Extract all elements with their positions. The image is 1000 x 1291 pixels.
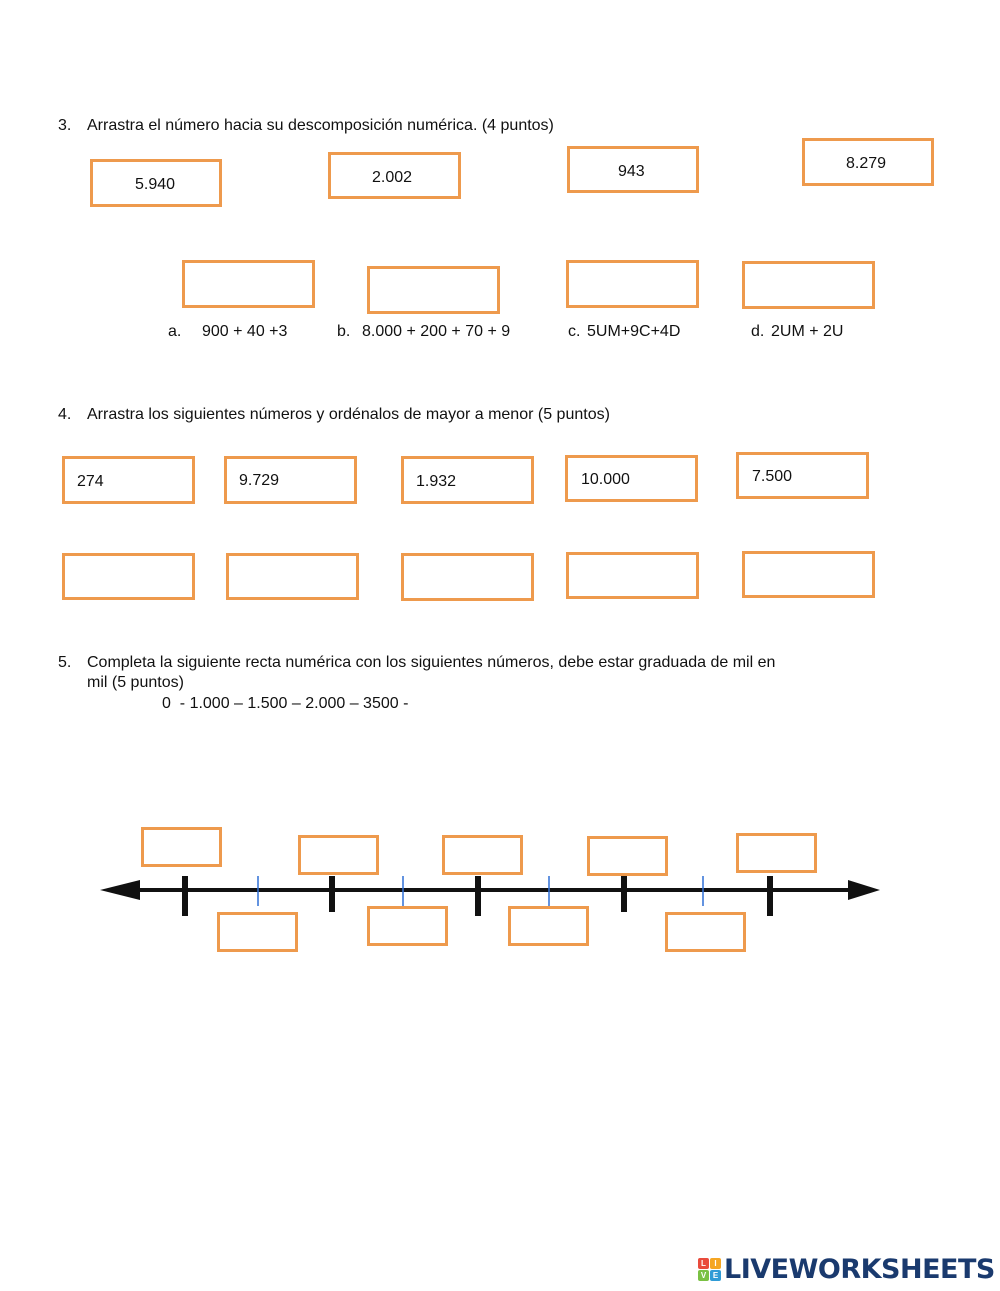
drag-number-label: 7.500 <box>752 468 793 485</box>
logo-tile: V <box>698 1270 709 1281</box>
question-3-text: Arrastra el número hacia su descomposición numérica. (4 puntos) <box>87 117 554 134</box>
logo-tile: I <box>710 1258 721 1269</box>
drag-number-label: 1.932 <box>416 473 457 490</box>
question-3-number: 3. <box>58 117 72 134</box>
left-arrow-icon <box>100 880 140 900</box>
question-4-text: Arrastra los siguientes números y ordénalos de mayor a menor (5 puntos) <box>87 406 610 423</box>
question-5-line-2: mil (5 puntos) <box>87 674 184 691</box>
option-a-text: 900 + 40 +3 <box>202 323 288 340</box>
number-line-box-top-2[interactable] <box>298 835 379 875</box>
number-line-box-bottom-4[interactable] <box>665 912 746 952</box>
drag-number-label: 943 <box>618 163 645 180</box>
question-5-number: 5. <box>58 654 72 671</box>
logo-tiles-icon <box>698 1258 722 1282</box>
number-line-box-top-1[interactable] <box>141 827 222 867</box>
question-5-values: 0 - 1.000 – 1.500 – 2.000 – 3500 - <box>162 695 409 712</box>
drag-number-label: 9.729 <box>239 472 280 489</box>
question-4-number: 4. <box>58 406 72 423</box>
right-arrow-icon <box>848 880 880 900</box>
option-c-text: 5UM+9C+4D <box>587 323 681 340</box>
number-line-box-top-5[interactable] <box>736 833 817 873</box>
number-line-box-bottom-2[interactable] <box>367 906 448 946</box>
drag-number-label: 5.940 <box>135 176 176 193</box>
option-c-letter: c. <box>568 323 581 340</box>
logo-tile: L <box>698 1258 709 1269</box>
question-5-line-1: Completa la siguiente recta numérica con los siguientes números, debe estar graduada de mil en <box>87 654 776 671</box>
number-line-box-bottom-3[interactable] <box>508 906 589 946</box>
option-b-letter: b. <box>337 323 351 340</box>
drag-number-label: 10.000 <box>581 471 630 488</box>
number-line-box-top-4[interactable] <box>587 836 668 876</box>
option-d-text: 2UM + 2U <box>771 323 844 340</box>
option-d-letter: d. <box>751 323 765 340</box>
option-a-letter: a. <box>168 323 182 340</box>
number-line-box-top-3[interactable] <box>442 835 523 875</box>
number-line-box-bottom-1[interactable] <box>217 912 298 952</box>
logo-text: LIVEWORKSHEETS <box>724 1254 995 1285</box>
drag-number-label: 2.002 <box>372 169 413 186</box>
option-b-text: 8.000 + 200 + 70 + 9 <box>362 323 511 340</box>
logo-tile: E <box>710 1270 721 1281</box>
drag-number-label: 274 <box>77 473 104 490</box>
drag-number-label: 8.279 <box>846 155 887 172</box>
